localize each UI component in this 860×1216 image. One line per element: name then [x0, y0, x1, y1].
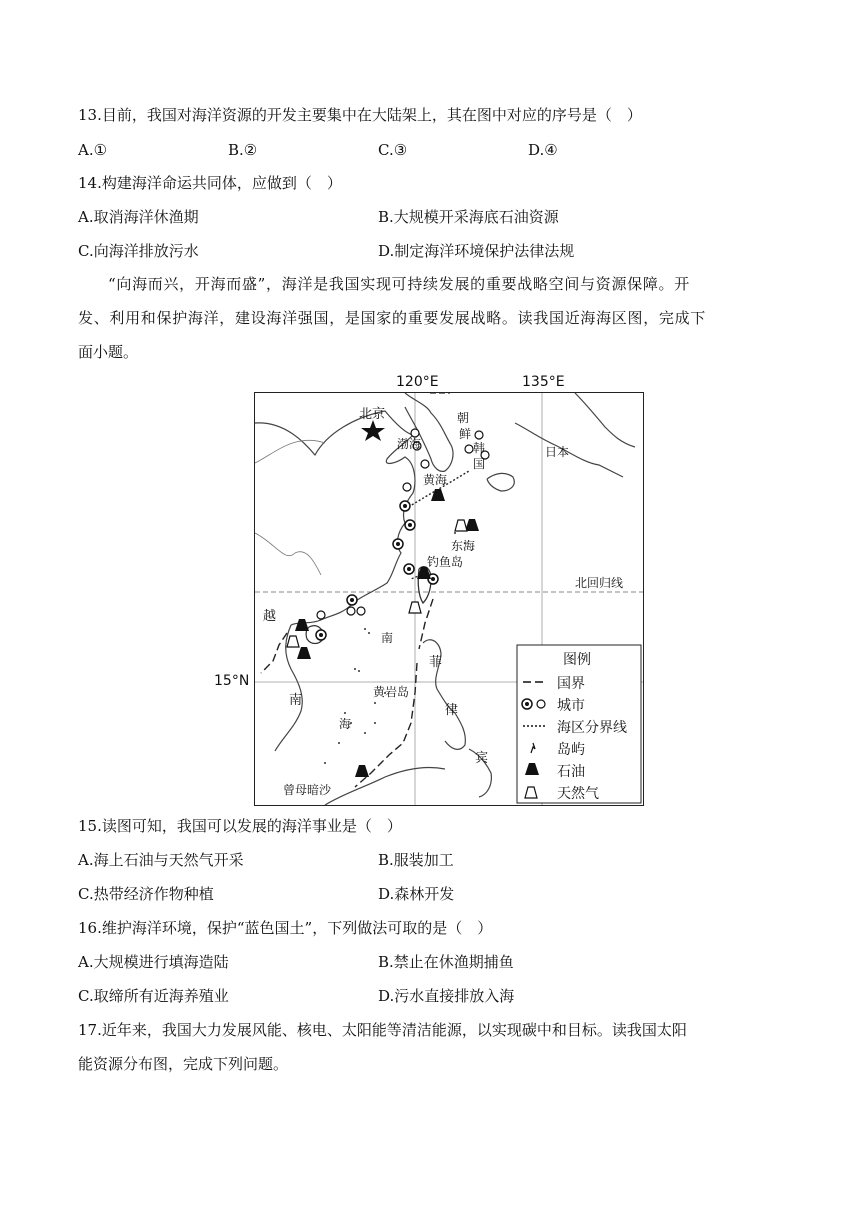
- q13-option-c[interactable]: C.③: [378, 141, 408, 159]
- legend-item-island: 岛屿: [557, 742, 585, 758]
- label-huangyan: 黄岩岛: [373, 685, 410, 699]
- q14-stem: 14.构建海洋命运共同体，应做到（ ）: [78, 174, 342, 192]
- q17-line-2: 能资源分布图，完成下列问题。: [78, 1055, 289, 1073]
- passage-line-1: “向海而兴，开海而盛”，海洋是我国实现可持续发展的重要战略空间与资源保障。开: [108, 275, 690, 293]
- q15-option-a[interactable]: A.海上石油与天然气开采: [78, 851, 244, 869]
- label-phil-2: 律: [445, 703, 459, 718]
- q14-option-a[interactable]: A.取消海洋休渔期: [78, 208, 199, 226]
- q13-option-a[interactable]: A.①: [78, 141, 108, 159]
- beijing-star-icon: [361, 420, 385, 441]
- q16-option-b[interactable]: B.禁止在休渔期捕鱼: [378, 953, 514, 971]
- passage-line-2: 发、利用和保护海洋，建设海洋强国，是国家的重要发展战略。读我国近海海区图，完成下: [78, 309, 707, 327]
- q14-option-b[interactable]: B.大规模开采海底石油资源: [378, 208, 559, 226]
- label-yellow-sea: 黄海: [423, 473, 448, 487]
- q16-option-d[interactable]: D.污水直接排放入海: [378, 987, 515, 1005]
- label-vietnam: 越: [263, 609, 277, 624]
- legend-item-sea-boundary: 海区分界线: [557, 720, 627, 736]
- borneo-coast: [325, 767, 445, 805]
- label-phil-1: 菲: [429, 655, 443, 670]
- q16-option-a[interactable]: A.大规模进行填海造陆: [78, 953, 229, 971]
- label-korea-n1: 朝: [457, 411, 470, 425]
- gas-icons: [287, 520, 467, 647]
- passage-line-3: 面小题。: [78, 343, 139, 361]
- q15-option-b[interactable]: B.服装加工: [378, 851, 454, 869]
- q14-option-c[interactable]: C.向海洋排放污水: [78, 242, 199, 260]
- q13-option-b[interactable]: B.②: [228, 141, 258, 159]
- label-east-sea: 东海: [451, 539, 476, 553]
- label-korea-n2: 鲜: [459, 427, 472, 441]
- label-tropic: 北回归线: [575, 576, 624, 590]
- china-sea-map: [254, 392, 644, 806]
- q15-stem: 15.读图可知，我国可以发展的海洋事业是（ ）: [78, 817, 402, 835]
- inland-border-north: [255, 440, 325, 463]
- lat-label-15n: 15°N: [214, 673, 250, 689]
- label-beijing: 北京: [359, 407, 386, 422]
- lon-label-135: 135°E: [522, 374, 565, 390]
- legend-item-oil: 石油: [557, 764, 585, 780]
- q13-option-d[interactable]: D.④: [528, 141, 558, 159]
- q13-stem: 13.目前，我国对海洋资源的开发主要集中在大陆架上，其在图中对应的序号是（ ）: [78, 106, 642, 124]
- label-south-sea-2: 海: [339, 717, 352, 731]
- q16-option-c[interactable]: C.取缔所有近海养殖业: [78, 987, 229, 1005]
- q15-option-c[interactable]: C.热带经济作物种植: [78, 885, 214, 903]
- label-bohai: 渤海: [397, 437, 422, 451]
- legend-item-border: 国界: [557, 676, 585, 692]
- label-phil-3: 宾: [475, 751, 489, 766]
- q16-stem: 16.维护海洋环境，保护“蓝色国土”，下列做法可取的是（ ）: [78, 919, 493, 937]
- label-diaoyu: 钓鱼岛: [427, 555, 464, 569]
- inland-border: [255, 533, 321, 575]
- q14-option-d[interactable]: D.制定海洋环境保护法律法规: [378, 242, 575, 260]
- kyushu-coast: [487, 473, 514, 491]
- label-japan: 日本: [545, 445, 570, 459]
- legend-item-gas: 天然气: [557, 786, 599, 802]
- legend-item-city: 城市: [557, 698, 585, 714]
- label-south-sea-1: 南: [381, 631, 394, 645]
- q15-option-d[interactable]: D.森林开发: [378, 885, 455, 903]
- lon-label-120: 120°E: [396, 374, 439, 390]
- mainland-coast: [255, 411, 415, 625]
- major-city-centers: [319, 504, 435, 637]
- label-korea-s1: 韩: [473, 441, 486, 455]
- major-city-markers: [316, 501, 438, 640]
- q17-line-1: 17.近年来，我国大力发展风能、核电、太阳能等清洁能源，以实现碳中和目标。读我国太阳: [78, 1021, 687, 1039]
- legend-title: 图例: [563, 652, 591, 668]
- label-vietnam-south: 南: [289, 693, 303, 708]
- label-zengmu: 曾母暗沙: [283, 783, 332, 797]
- label-korea-s2: 国: [473, 457, 486, 471]
